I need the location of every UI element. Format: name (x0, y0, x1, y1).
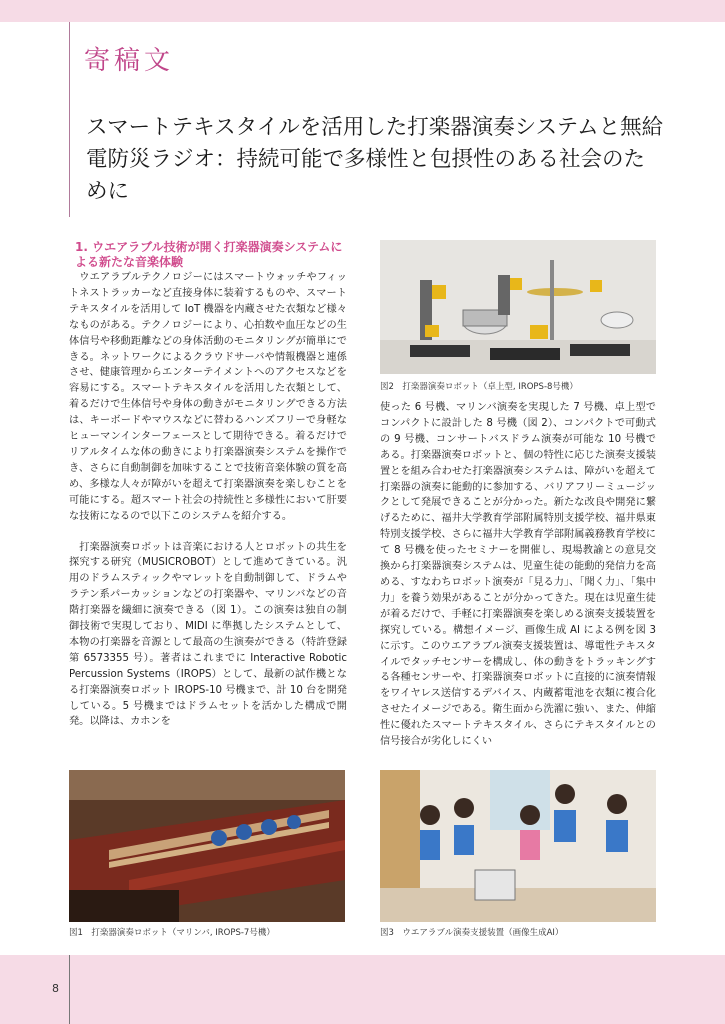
vertical-rule-bottom (69, 955, 70, 1024)
figure-3-caption: 図3 ウエアラブル演奏支援装置（画像生成AI） (380, 928, 564, 938)
section-label: 寄稿文 (84, 46, 175, 76)
figure-2-caption: 図2 打楽器演奏ロボット（卓上型, IROPS-8号機） (380, 382, 578, 392)
figure-2-photo (380, 240, 656, 374)
section-heading: 1. ウエアラブル技術が開く打楽器演奏システムによる新たな音楽体験 (75, 240, 343, 269)
body-column-right (380, 400, 656, 750)
article-title: スマートテキスタイルを活用した打楽器演奏システムと無給電防災ラジオ：持続可能で多様性と包摂性のある社会のために (86, 115, 664, 204)
top-band (0, 0, 725, 22)
page-number: 8 (52, 982, 59, 995)
figure-1-caption: 図1 打楽器演奏ロボット（マリンバ, IROPS-7号機） (69, 928, 275, 938)
vertical-rule-top (69, 22, 70, 217)
bottom-band (0, 955, 725, 1024)
body-paragraph-2: 打楽器演奏ロボットは音楽における人とロボットの共生を探究する研究（MUSICROBOT）として進めてきている。汎用のドラムスティックやマレットを自動制御して、ドラムやラテン系パーカッションなどの打楽器や、マリンバなどの音階打楽器を繊細に演奏できる（図 1）。この演奏は独自の制御技術で実現しており、MIDI に準拠したシステムとして、本物の打楽器を音源として最高の生演奏ができる（特許登録第 6573355 号）。著者はこれまでに Interactive Robotic Percussion Systems（IROPS）として、最新の試作機となる打楽器演奏ロボット IROPS-10 号機まで、計 10 台を開発している。5 号機まではドラムセットを活かした構成で開発。以降は、カホンを (69, 541, 347, 728)
figure-3-photo (380, 770, 656, 922)
body-paragraph-3: 使った 6 号機、マリンバ演奏を実現した 7 号機、卓上型でコンパクトに設計した 8 号機（図 2）、コンパクトで可動式の 9 号機、コンサートバスドラム演奏が可能な 10 号機である。打楽器演奏ロボットと、個の特性に応じた演奏支援装置とを組み合わせた打楽器演奏システムは、障がいを超えて打楽器の演奏に能動的に参加する、バリアフリーミュージックとして発展できることが分かった。新たな改良や開発に繋げるために、福井大学教育学部附属特別支援学校、福井県東特別支援学校、さらに福井大学教育学部附属義務教育学校にて 8 号機を使ったセミナーを開催し、現場教諭との意見交換から打楽器演奏システムは、児童生徒の能動的発信力を高める、すなわちロボット演奏が「見る力」、「聞く力」、「集中力」を養う効果があることが分かってきた。現在は児童生徒が着るだけで、手軽に打楽器演奏を楽しめる演奏支援装置を探究している。構想イメージ、画像生成 AI による例を図 3 に示す。このウエアラブル演奏支援装置は、導電性テキスタイルでタッチセンサーを構成し、体の動きをトラッキングする各種センサーや、打楽器演奏ロボットに直接的に演奏情報をワイヤレス送信するデバイス、内蔵蓄電池を衣類に複合化させたイメージである。衛生面から洗濯に強い、また、伸縮性に優れたスマートテキスタイル、さらにテキスタイルとの信号接合が劣化しにくい (380, 402, 656, 748)
body-paragraph-1: ウエアラブルテクノロジーにはスマートウォッチやフィットネストラッカーなど直接身体に装着するものや、スマートテキスタイルを活用して IoT 機器を内蔵させた衣類など様々なものがある。テクノロジーにより、心拍数や血圧などの生体信号や移動距離などの身体活動のモニタリングが簡単にできる。ネットワークによるクラウドサーバや情報機器と連係させ、健康管理からエンターテイメントへのアクセスなどを容易にする。スマートテキスタイルを活用した衣類として、着るだけで生体信号や身体の動きがモニタリングできる方法は、キーボードやマウスなどに替わるハンズフリーで身軽なヒューマンインターフェースとして期待できる。着るだけでリアルタイムな体の動きにより打楽器演奏システムを操作でき、さらに自動制御を加味することで技術音楽体験の質を高め、多様な人々が障がいを超えて打楽器演奏を楽しむことを可能にする。超スマート社会の持続性と多様性において肝要な技術になるので以下このシステムを紹介する。 (69, 272, 347, 522)
figure-1-photo (69, 770, 345, 922)
body-column-left (69, 270, 347, 730)
